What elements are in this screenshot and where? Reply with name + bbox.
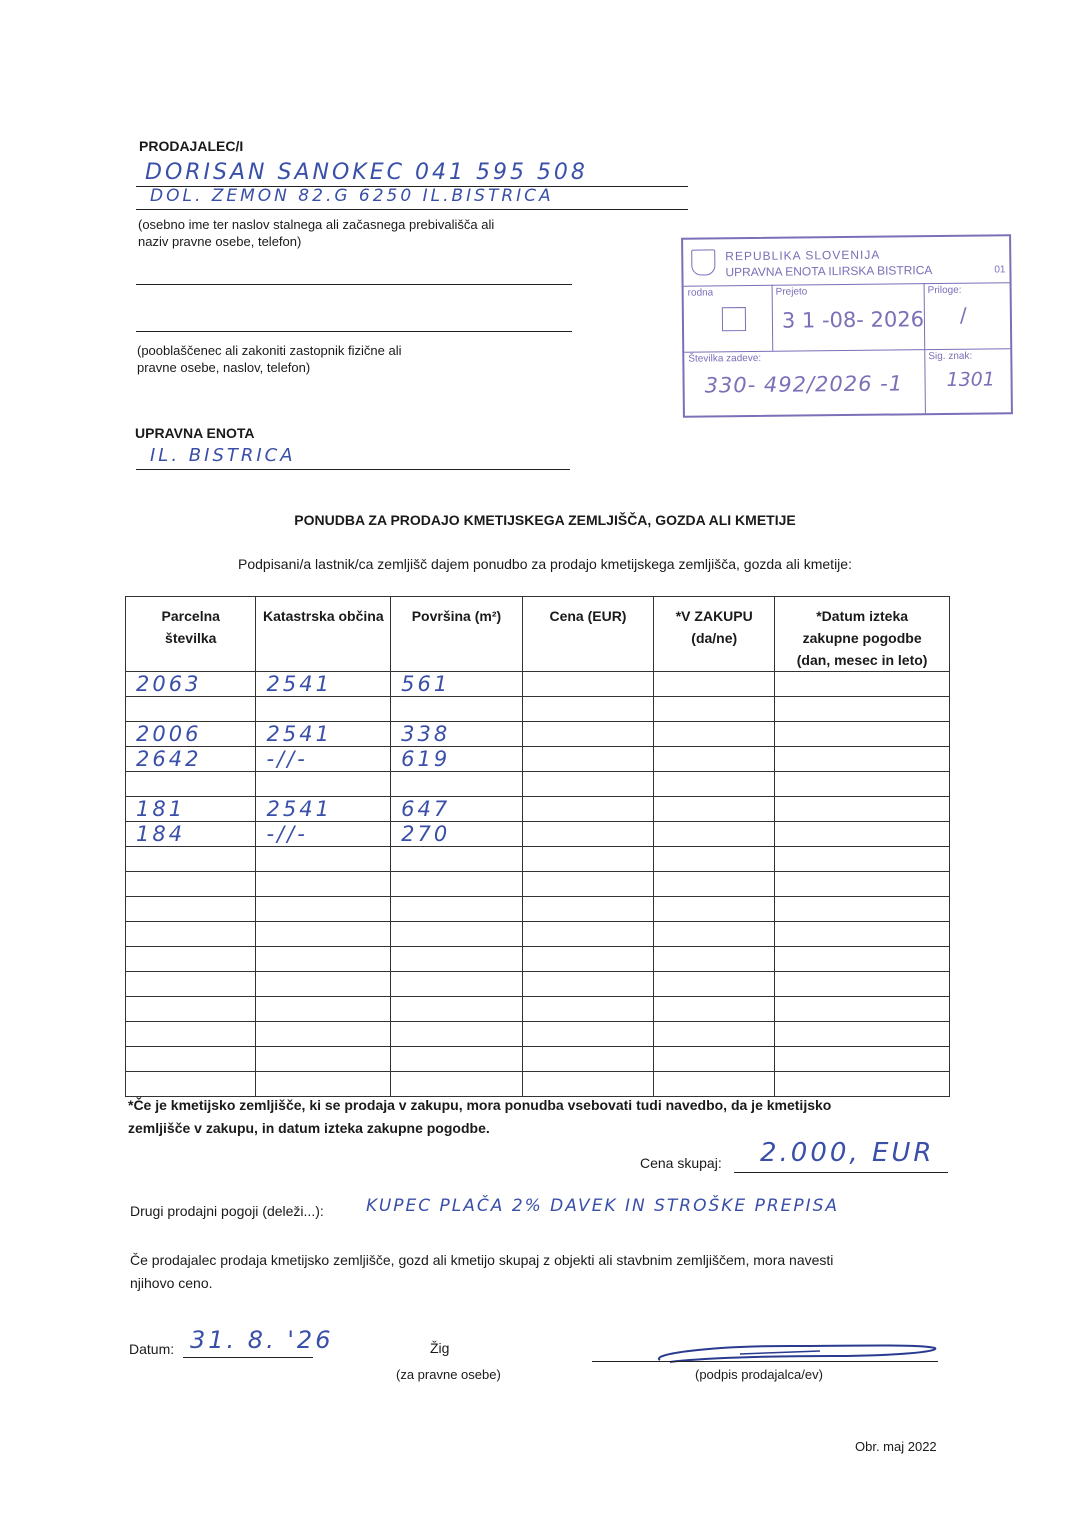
cell-municipality — [256, 697, 391, 722]
cell-area — [391, 697, 523, 722]
parcels-table — [125, 596, 950, 1097]
cell-municipality — [256, 747, 391, 772]
cell-parcel — [126, 722, 256, 747]
handwritten-parcel: 2006 — [136, 722, 202, 746]
seal-mark-icon — [722, 307, 746, 331]
cell-expiry — [775, 672, 950, 697]
cell-municipality — [256, 797, 391, 822]
cell-lease — [654, 697, 775, 722]
cell-lease — [654, 922, 775, 947]
table-header-row — [126, 597, 950, 672]
cell-lease — [654, 897, 775, 922]
cell-area — [391, 822, 523, 847]
table-row — [126, 822, 950, 847]
cell-price — [522, 947, 654, 972]
cell-expiry — [775, 772, 950, 797]
cell-lease — [654, 722, 775, 747]
cell-area — [391, 1047, 523, 1072]
stamp-attachments: / — [959, 302, 967, 327]
cell-municipality — [256, 1072, 391, 1097]
unit-heading: UPRAVNA ENOTA — [135, 425, 255, 441]
cell-expiry — [775, 897, 950, 922]
stamp-label-received: Prejeto — [775, 286, 808, 298]
cell-parcel — [126, 772, 256, 797]
cell-expiry — [775, 1047, 950, 1072]
cell-parcel — [126, 797, 256, 822]
representative-line-1 — [136, 284, 572, 285]
cell-parcel — [126, 1047, 256, 1072]
stamp-row-case — [684, 348, 1011, 415]
cell-municipality — [256, 772, 391, 797]
handwritten-municipality: -//- — [266, 822, 308, 846]
cell-expiry — [775, 1022, 950, 1047]
cell-price — [522, 922, 654, 947]
cell-municipality — [256, 897, 391, 922]
handwritten-area: 561 — [401, 672, 451, 696]
seller-note-line1: (osebno ime ter naslov stalnega ali začasnega prebivališča ali — [138, 217, 495, 232]
table-row — [126, 847, 950, 872]
handwritten-municipality: -//- — [266, 747, 308, 771]
cell-price — [522, 822, 654, 847]
seller-heading: PRODAJALEC/I — [139, 138, 244, 154]
handwritten-municipality: 2541 — [266, 722, 332, 746]
cell-municipality — [256, 847, 391, 872]
cell-lease — [654, 997, 775, 1022]
cell-parcel — [126, 922, 256, 947]
cell-price — [522, 722, 654, 747]
footnote-line1: *Če je kmetijsko zemljišče, ki se prodaja v zakupu, mora ponudba vsebovati tudi navedbo, da je kmetijsko — [128, 1097, 832, 1113]
cell-area — [391, 772, 523, 797]
cell-price — [522, 672, 654, 697]
seller-line-2 — [136, 209, 688, 210]
cell-municipality — [256, 822, 391, 847]
cell-area — [391, 997, 523, 1022]
handwritten-municipality: 2541 — [266, 797, 332, 821]
col-lease: *V ZAKUPU (da/ne) — [654, 597, 775, 672]
cell-area — [391, 672, 523, 697]
handwritten-area: 619 — [401, 747, 451, 771]
cell-price — [522, 1072, 654, 1097]
cell-parcel — [126, 897, 256, 922]
other-terms-label: Drugi prodajni pogoji (deleži...): — [130, 1203, 324, 1219]
handwritten-parcel: 184 — [136, 822, 186, 846]
stamp-code: 01 — [994, 264, 1006, 276]
table-row — [126, 697, 950, 722]
total-label: Cena skupaj: — [640, 1155, 722, 1171]
representative-note-line2: pravne osebe, naslov, telefon) — [137, 360, 311, 375]
cell-parcel — [126, 1022, 256, 1047]
date-label: Datum: — [129, 1341, 175, 1357]
cell-expiry — [775, 747, 950, 772]
stamp-received-date: 3 1 -08- 2026 — [781, 307, 925, 333]
cell-parcel — [126, 1072, 256, 1097]
cell-lease — [654, 822, 775, 847]
table-row — [126, 947, 950, 972]
cell-expiry — [775, 972, 950, 997]
table-row — [126, 1072, 950, 1097]
representative-line-2 — [136, 331, 572, 332]
cell-area — [391, 972, 523, 997]
col-expiry: *Datum izteka zakupne pogodbe (dan, mesec in leto) — [775, 597, 950, 672]
cell-area — [391, 872, 523, 897]
seller-note-line2: naziv pravne osebe, telefon) — [138, 234, 302, 249]
receipt-stamp — [681, 234, 1013, 417]
representative-note — [137, 342, 401, 376]
seller-address: DOL. ZEMON 82.G 6250 IL.BISTRICA — [150, 186, 554, 206]
cell-area — [391, 922, 523, 947]
cell-parcel — [126, 872, 256, 897]
table-row — [126, 797, 950, 822]
cell-lease — [654, 772, 775, 797]
cell-expiry — [775, 697, 950, 722]
cell-price — [522, 847, 654, 872]
cell-area — [391, 947, 523, 972]
col-area: Površina (m²) — [391, 597, 523, 672]
col-municipality: Katastrska občina — [256, 597, 391, 672]
cell-municipality — [256, 947, 391, 972]
date-value: 31. 8. '26 — [190, 1326, 334, 1354]
cell-municipality — [256, 872, 391, 897]
cell-area — [391, 722, 523, 747]
footnote-line2: zemljišče v zakupu, in datum izteka zakupne pogodbe. — [128, 1120, 490, 1136]
stamp-label-case: Številka zadeve: — [688, 352, 762, 365]
unit-value: IL. BISTRICA — [150, 445, 296, 466]
cell-parcel — [126, 747, 256, 772]
cell-price — [522, 897, 654, 922]
form-version: Obr. maj 2022 — [855, 1439, 937, 1454]
cell-price — [522, 797, 654, 822]
cell-parcel — [126, 822, 256, 847]
intro-text: Podpisani/a lastnik/ca zemljišč dajem ponudbo za prodajo kmetijskega zemljišča, gozda ali kmetije: — [238, 556, 852, 572]
cell-municipality — [256, 997, 391, 1022]
date-line — [183, 1357, 313, 1358]
cell-expiry — [775, 847, 950, 872]
form-title: PONUDBA ZA PRODAJO KMETIJSKEGA ZEMLJIŠČA, GOZDA ALI KMETIJE — [294, 512, 796, 528]
cell-price — [522, 872, 654, 897]
cell-area — [391, 897, 523, 922]
cell-parcel — [126, 697, 256, 722]
cell-area — [391, 1022, 523, 1047]
representative-note-line1: (pooblaščenec ali zakoniti zastopnik fizične ali — [137, 343, 402, 358]
cell-price — [522, 1022, 654, 1047]
cell-lease — [654, 872, 775, 897]
cell-parcel — [126, 997, 256, 1022]
cell-lease — [654, 847, 775, 872]
objects-note-line1: Če prodajalec prodaja kmetijsko zemljišče, gozd ali kmetijo skupaj z objekti ali stavbnim zemljiščem, mora navesti — [130, 1252, 834, 1268]
handwritten-municipality: 2541 — [266, 672, 332, 696]
signature-icon — [590, 1334, 940, 1370]
cell-parcel — [126, 847, 256, 872]
cell-price — [522, 747, 654, 772]
signature-line — [592, 1361, 938, 1362]
handwritten-area: 338 — [401, 722, 451, 746]
stamp-title2: UPRAVNA ENOTA ILIRSKA BISTRICA — [725, 263, 933, 280]
seller-name-phone: DORISAN SANOKEC 041 595 508 — [145, 160, 588, 185]
cell-municipality — [256, 922, 391, 947]
cell-municipality — [256, 972, 391, 997]
stamp-row-received — [684, 282, 1011, 352]
stamp-case-number: 330- 492/2026 -1 — [704, 371, 904, 398]
coat-of-arms-icon — [691, 249, 715, 275]
col-price: Cena (EUR) — [522, 597, 654, 672]
cell-expiry — [775, 922, 950, 947]
table-row — [126, 897, 950, 922]
cell-lease — [654, 1022, 775, 1047]
cell-price — [522, 772, 654, 797]
table-row — [126, 997, 950, 1022]
cell-parcel — [126, 972, 256, 997]
handwritten-parcel: 181 — [136, 797, 186, 821]
cell-price — [522, 697, 654, 722]
objects-note — [130, 1249, 833, 1295]
cell-lease — [654, 947, 775, 972]
other-terms-value: KUPEC PLAČA 2% DAVEK IN STROŠKE PREPISA — [366, 1196, 840, 1216]
table-row — [126, 1022, 950, 1047]
cell-lease — [654, 1072, 775, 1097]
handwritten-area: 647 — [401, 797, 451, 821]
table-row — [126, 672, 950, 697]
cell-expiry — [775, 797, 950, 822]
cell-area — [391, 797, 523, 822]
table-row — [126, 772, 950, 797]
table-row — [126, 922, 950, 947]
handwritten-area: 270 — [401, 822, 451, 846]
cell-municipality — [256, 1047, 391, 1072]
stamp-label-attachments: Priloge: — [927, 284, 962, 297]
cell-parcel — [126, 672, 256, 697]
cell-lease — [654, 747, 775, 772]
stamp-sign-code: 1301 — [946, 368, 996, 391]
seal-note: (za pravne osebe) — [396, 1367, 501, 1382]
cell-parcel — [126, 947, 256, 972]
cell-lease — [654, 972, 775, 997]
cell-price — [522, 1047, 654, 1072]
cell-municipality — [256, 672, 391, 697]
cell-expiry — [775, 872, 950, 897]
cell-expiry — [775, 822, 950, 847]
cell-lease — [654, 672, 775, 697]
cell-municipality — [256, 1022, 391, 1047]
handwritten-parcel: 2642 — [136, 747, 202, 771]
total-line — [734, 1172, 948, 1173]
table-row — [126, 972, 950, 997]
signature-note: (podpis prodajalca/ev) — [695, 1367, 823, 1382]
table-row — [126, 872, 950, 897]
cell-area — [391, 1072, 523, 1097]
stamp-label-org: rodna — [687, 287, 714, 299]
table-row — [126, 722, 950, 747]
unit-line — [136, 469, 570, 470]
cell-expiry — [775, 1072, 950, 1097]
cell-municipality — [256, 722, 391, 747]
stamp-title1: REPUBLIKA SLOVENIJA — [725, 247, 881, 264]
table-row — [126, 747, 950, 772]
cell-expiry — [775, 997, 950, 1022]
cell-expiry — [775, 947, 950, 972]
col-parcel: Parcelna številka — [126, 597, 256, 672]
cell-lease — [654, 1047, 775, 1072]
cell-price — [522, 972, 654, 997]
cell-expiry — [775, 722, 950, 747]
objects-note-line2: njihovo ceno. — [130, 1275, 213, 1291]
cell-area — [391, 747, 523, 772]
cell-area — [391, 847, 523, 872]
stamp-header — [683, 236, 1009, 286]
cell-price — [522, 997, 654, 1022]
cell-lease — [654, 797, 775, 822]
lease-footnote — [128, 1094, 831, 1140]
total-value: 2.000, EUR — [760, 1138, 935, 1168]
seal-label: Žig — [430, 1340, 450, 1356]
table-row — [126, 1047, 950, 1072]
handwritten-parcel: 2063 — [136, 672, 202, 696]
stamp-label-sign: Sig. znak: — [928, 350, 973, 363]
seller-note — [138, 216, 494, 250]
